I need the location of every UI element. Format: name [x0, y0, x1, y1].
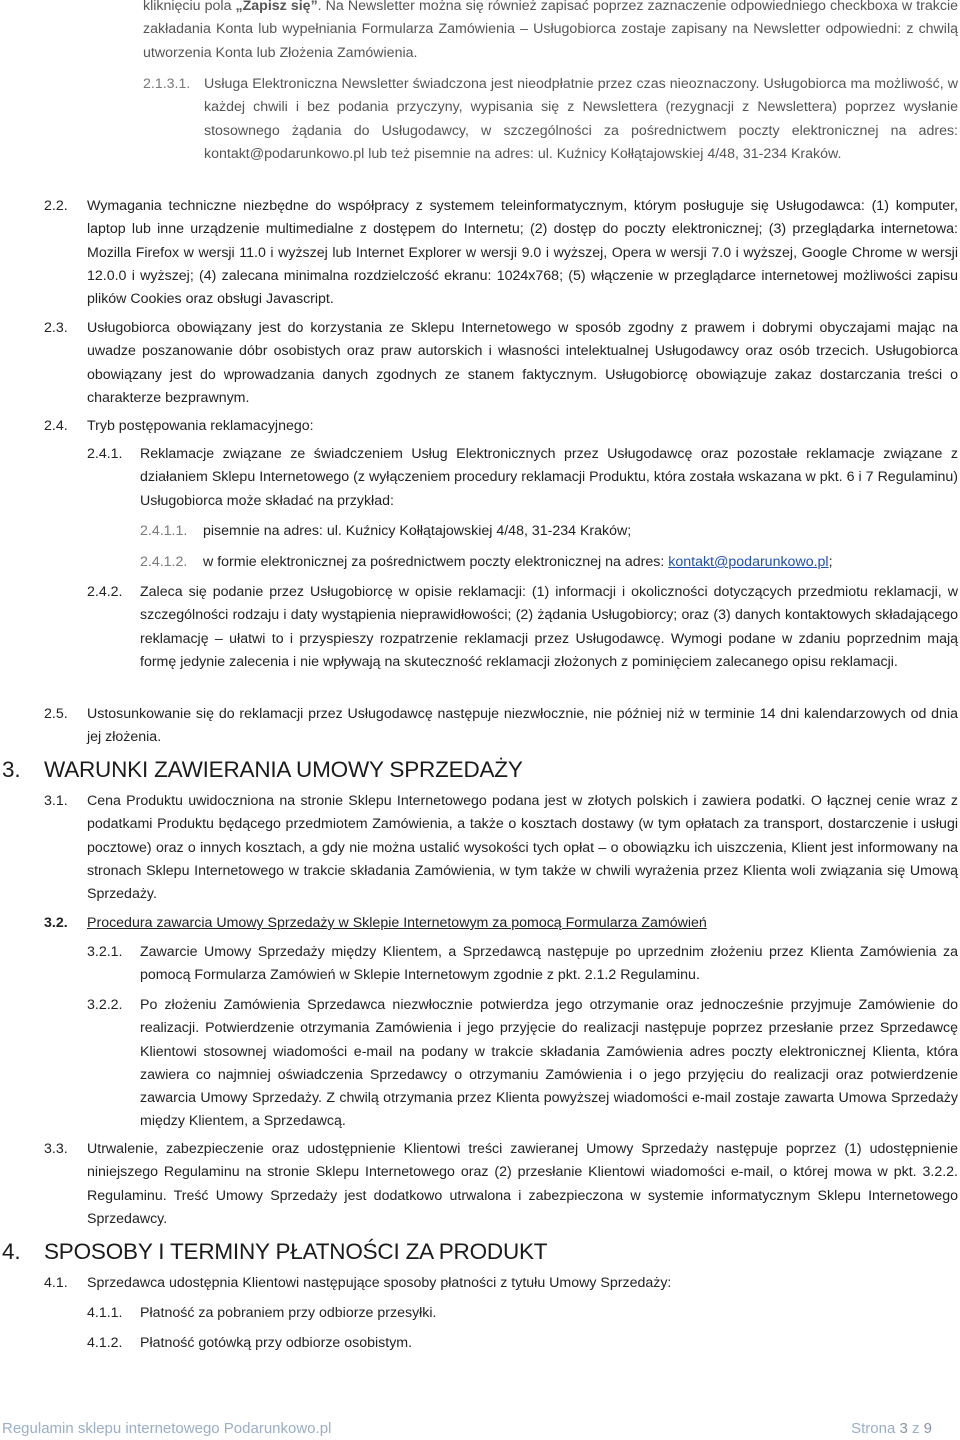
section-number-4-1: 4.1.: [44, 1275, 68, 1291]
section-heading-4-number: 4.: [2, 1239, 21, 1264]
section-2-4-1-2-text: [203, 551, 958, 574]
footer-page-total: 9: [923, 1420, 932, 1437]
section-3-2-title: Procedura zawarcia Umowy Sprzedaży w Sklepie Internetowym za pomocą Formularza Zamówień: [87, 915, 707, 931]
section-number-3-2: 3.2.: [44, 915, 68, 931]
footer-page-label: Strona: [851, 1420, 896, 1437]
email-link[interactable]: kontakt@podarunkowo.pl: [668, 554, 829, 570]
footer-page-current: 3: [899, 1420, 908, 1437]
section-number-4-1-1: 4.1.1.: [87, 1305, 123, 1321]
section-2-4-1-1-text: pisemnie na adres: ul. Kuźnicy Kołłątajowskiej 4/48, 31-234 Kraków;: [203, 523, 632, 539]
section-number-2-4-1: 2.4.1.: [87, 446, 123, 462]
section-number-2-4-2: 2.4.2.: [87, 584, 123, 600]
section-2-2-text: Wymagania techniczne niezbędne do współpracy z systemem teleinformatycznym, którym posługuje się Usługodawca: (1) komputer, laptop lub inne urządzenie multimedialne z dostępem do Internetu; (2) dostęp do poczty elektronicznej; (3) przeglądarka internetowa: Mozilla Firefox w wersji 11.0 i wyższej lub Internet Explorer w wersji 9.0 i wyższej, Opera w wersji 7.0 i wyższej, Google Chrome w wersji 12.0.0 i wyższej; (4) zalecana minimalna rozdzielczość ekranu: 1024x768; (5) włączenie w przeglądarce internetowej możliwości zapisu plików Cookies oraz obsługi Javascript.: [87, 198, 958, 308]
section-number-2-2: 2.2.: [44, 198, 68, 214]
section-number-2-4-1-2: 2.4.1.2.: [140, 554, 188, 570]
intro-paragraph: [143, 0, 958, 65]
section-3-2-2-text: Po złożeniu Zamówienia Sprzedawca niezwłocznie potwierdza jego otrzymanie oraz jednocześnie przyjmuje Zamówienie do realizacji. Potwierdzenie otrzymania Zamówienia i jego przyjęcie do realizacji następuje poprzez przesłanie przez Sprzedawcę Klientowi stosownej wiadomości e-mail na podany w trakcie składania Zamówienia adres poczty elektronicznej Klienta, która zawiera co najmniej oświadczenia Sprzedawcy o otrzymaniu Zamówienia i o jego przyjęciu do realizacji oraz potwierdzenie zawarcia Umowy Sprzedaży. Z chwilą otrzymania przez Klienta powyższej wiadomości e-mail zostaje zawarta Umowa Sprzedaży między Klientem, a Sprzedawcą.: [140, 997, 958, 1130]
section-number-2-3: 2.3.: [44, 320, 68, 336]
section-2-4-2-text: Zaleca się podanie przez Usługobiorcę w opisie reklamacji: (1) informacji i okoliczności dotyczących przedmiotu reklamacji, w szczególności rodzaju i daty wystąpienia nieprawidłowości; (2) żądania Usługobiorcy; oraz (3) danych kontaktowych składającego reklamację – ułatwi to i przyspieszy rozpatrzenie reklamacji przez Usługodawcę. Wymogi podane w zdaniu poprzednim mają formę jedynie zalecenia i nie wpływają na skuteczność reklamacji złożonych z pominięciem zalecanego opisu reklamacji.: [140, 584, 958, 670]
intro-text-pre: kliknięciu pola: [143, 0, 236, 14]
section-number-3-1: 3.1.: [44, 793, 68, 809]
section-heading-4: SPOSOBY I TERMINY PŁATNOŚCI ZA PRODUKT: [44, 1239, 548, 1264]
section-3-3-text: Utrwalenie, zabezpieczenie oraz udostępnienie Klientowi treści zawieranej Umowy Sprzedaży następuje poprzez (1) udostępnienie niniejszego Regulaminu na stronie Sklepu Internetowego oraz (2) przesłanie Klientowi wiadomości e-mail, o której mowa w pkt. 3.2.2. Regulaminu. Treść Umowy Sprzedaży jest dodatkowo utrwalona i zabezpieczona w systemie informatycznym Sklepu Internetowego Sprzedawcy.: [87, 1141, 958, 1227]
intro-text-post: . Na Newsletter można się również zapisać poprzez zaznaczenie odpowiedniego checkboxa w trakcie zakładania Konta lub wypełniania Formularza Zamówienia – Usługobiorca zostaje zapisany na Newsletter odpowiedni: z chwilą utworzenia Konta lub Złożenia Zamówienia.: [143, 0, 958, 61]
section-number-3-3: 3.3.: [44, 1141, 68, 1157]
intro-text-bold: „Zapisz się”: [235, 0, 318, 14]
section-number-2-4-1-1: 2.4.1.1.: [140, 523, 188, 539]
section-2-4-text: Tryb postępowania reklamacyjnego:: [87, 418, 314, 434]
section-4-1-1-text: Płatność za pobraniem przy odbiorze przesyłki.: [140, 1305, 437, 1321]
section-number-4-1-2: 4.1.2.: [87, 1335, 123, 1351]
section-2-3-text: Usługobiorca obowiązany jest do korzystania ze Sklepu Internetowego w sposób zgodny z prawem i dobrymi obyczajami mając na uwadze poszanowanie dóbr osobistych oraz praw autorskich i własności intelektualnej Usługodawcy oraz osób trzecich. Usługobiorca obowiązany jest do wprowadzania danych zgodnych ze stanem faktycznym. Usługobiorcę obowiązuje zakaz dostarczania treści o charakterze bezprawnym.: [87, 320, 958, 406]
section-heading-3-number: 3.: [2, 757, 21, 782]
footer-document-title: Regulamin sklepu internetowego Podarunkowo.pl: [2, 1420, 332, 1437]
section-heading-3: WARUNKI ZAWIERANIA UMOWY SPRZEDAŻY: [44, 757, 523, 782]
section-2-1-3-1-text: Usługa Elektroniczna Newsletter świadczona jest nieodpłatnie przez czas nieoznaczony. Usługobiorca ma możliwość, w każdej chwili i bez podania przyczyny, wypisania się z Newslettera (rezygnacji z Newslettera) poprzez wysłanie stosownego żądania do Usługodawcy, w szczególności za pośrednictwem poczty elektronicznej na adres: kontakt@podarunkowo.pl lub też pisemnie na adres: ul. Kuźnicy Kołłątajowskiej 4/48, 31-234 Kraków.: [204, 76, 958, 162]
section-2-4-1-text: Reklamacje związane ze świadczeniem Usług Elektronicznych przez Usługodawcę oraz pozostałe reklamacje związane z działaniem Sklepu Internetowego (z wyłączeniem procedury reklamacji Produktu, która została wskazana w pkt. 6 i 7 Regulaminu) Usługobiorca może składać na przykład:: [140, 446, 958, 509]
footer-page-number: [851, 1419, 932, 1439]
section-3-2-1-text: Zawarcie Umowy Sprzedaży między Klientem, a Sprzedawcą następuje po uprzednim złożeniu przez Klienta Zamówienia za pomocą Formularza Zamówień w Sklepie Internetowym zgodnie z pkt. 2.1.2 Regulaminu.: [140, 944, 958, 984]
section-number-2-4: 2.4.: [44, 418, 68, 434]
section-number-3-2-2: 3.2.2.: [87, 997, 123, 1013]
section-2-4-1-2-text-pre: w formie elektronicznej za pośrednictwem poczty elektronicznej na adres:: [203, 554, 669, 570]
section-2-5-text: Ustosunkowanie się do reklamacji przez Usługodawcę następuje niezwłocznie, nie później niż w terminie 14 dni kalendarzowych od dnia jej złożenia.: [87, 706, 958, 746]
section-4-1-2-text: Płatność gotówką przy odbiorze osobistym.: [140, 1335, 413, 1351]
section-number-3-2-1: 3.2.1.: [87, 944, 123, 960]
section-number-2-1-3-1: 2.1.3.1.: [143, 76, 191, 92]
section-2-4-1-2-text-post: ;: [828, 554, 833, 570]
section-number-2-5: 2.5.: [44, 706, 68, 722]
section-3-1-text: Cena Produktu uwidoczniona na stronie Sklepu Internetowego podana jest w złotych polskich i zawiera podatki. O łącznej cenie wraz z podatkami Produktu będącego przedmiotem Zamówienia, a także o kosztach dostawy (w tym opłatach za transport, dostarczenie i usługi pocztowe) oraz o innych kosztach, a gdy nie można ustalić wysokości tych opłat – o obowiązku ich uiszczenia, Klient jest informowany na stronach Sklepu Internetowego w trakcie składania Zamówienia, w tym także w chwili wyrażenia przez Klienta woli związania się Umową Sprzedaży.: [87, 793, 958, 903]
footer-page-separator: z: [911, 1420, 920, 1437]
section-4-1-text: Sprzedawca udostępnia Klientowi następujące sposoby płatności z tytułu Umowy Sprzedaży:: [87, 1275, 672, 1291]
